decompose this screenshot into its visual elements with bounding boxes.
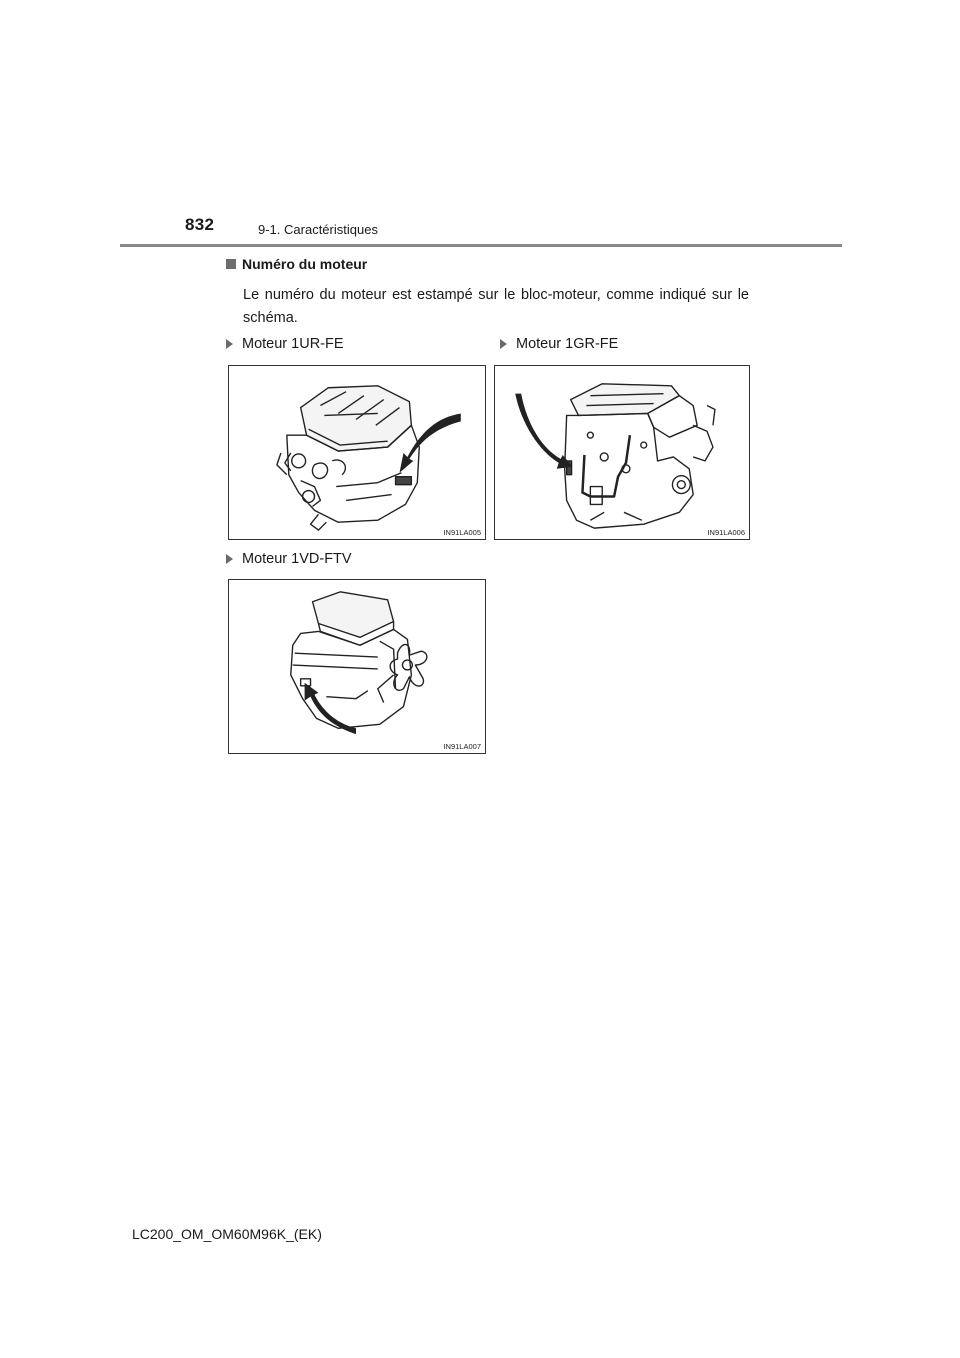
section-heading [226, 256, 367, 272]
engine-illustration-1ur-fe [228, 365, 486, 540]
figure-label-1vd-ftv [226, 551, 352, 567]
body-paragraph: Le numéro du moteur est estampé sur le bloc-moteur, comme indiqué sur le schéma. [243, 287, 749, 326]
heading-text: Numéro du moteur [242, 256, 368, 272]
header-rule [120, 244, 842, 247]
triangle-bullet-icon [226, 339, 233, 349]
figure-label-1gr-fe [500, 336, 618, 352]
engine-drawing-1vd-ftv [229, 580, 485, 753]
label-text: Moteur 1UR-FE [242, 336, 344, 352]
engine-illustration-1vd-ftv [228, 579, 486, 754]
triangle-bullet-icon [226, 554, 233, 564]
label-text: Moteur 1GR-FE [516, 336, 619, 352]
page-number: 832 [185, 215, 215, 234]
footer-doc-code: LC200_OM_OM60M96K_(EK) [132, 1226, 322, 1242]
section-title: 9-1. Caractéristiques [258, 222, 378, 237]
figure-code: IN91LA005 [443, 528, 481, 537]
engine-illustration-1gr-fe [494, 365, 750, 540]
engine-drawing-1ur-fe [229, 366, 485, 539]
figure-label-1ur-fe [226, 336, 344, 352]
triangle-bullet-icon [500, 339, 507, 349]
figure-code: IN91LA007 [443, 742, 481, 751]
square-bullet-icon [226, 259, 236, 269]
label-text: Moteur 1VD-FTV [242, 551, 352, 567]
figure-code: IN91LA006 [707, 528, 745, 537]
engine-drawing-1gr-fe [495, 366, 749, 539]
